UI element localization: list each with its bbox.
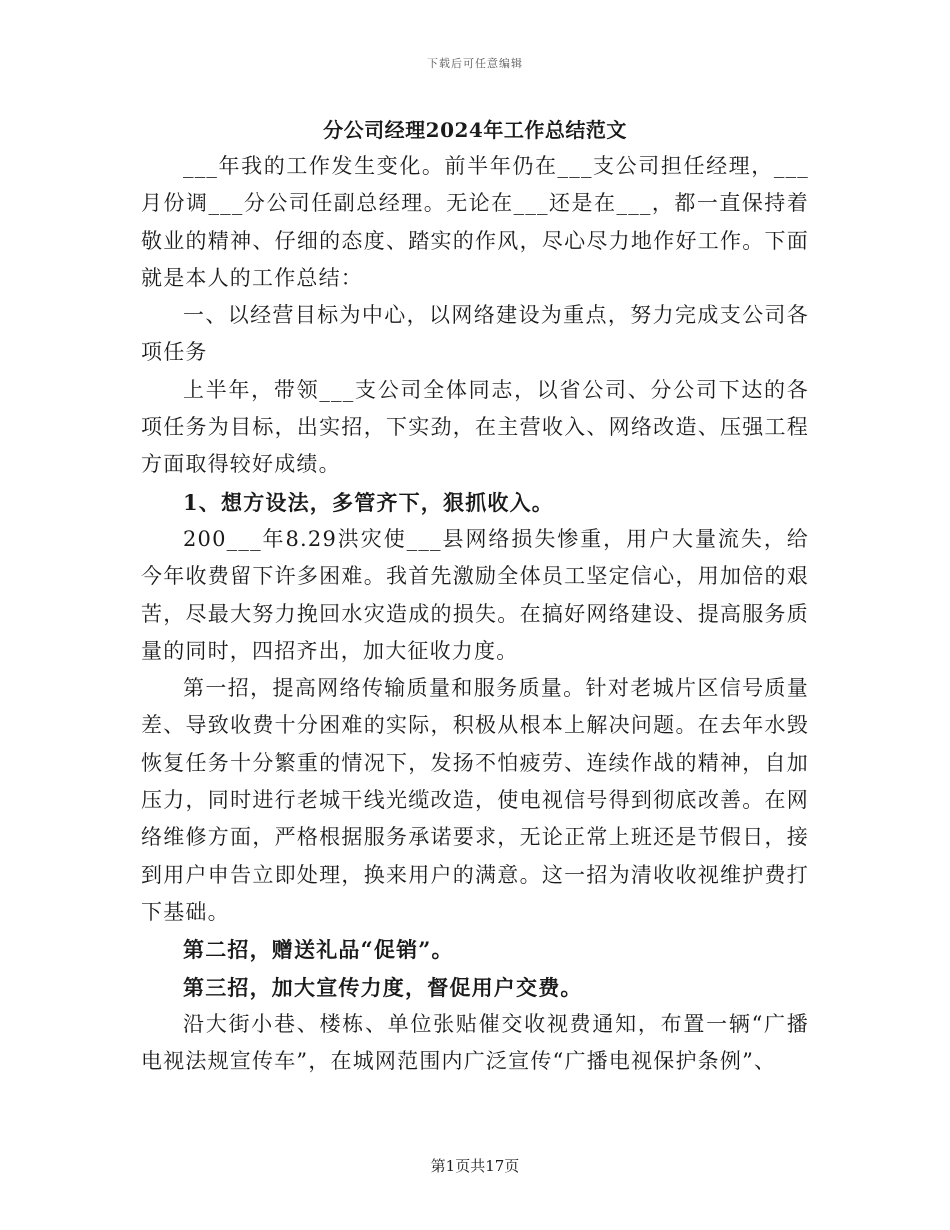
header-note: 下载后可任意编辑 <box>427 57 523 70</box>
paragraph-publicity: 沿大街小巷、楼栋、单位张贴催交收视费通知，布置一辆“广播电视法规宣传车”，在城网范围内广泛宣传“广播电视保护条例”、 <box>141 1011 809 1074</box>
document-body <box>141 112 809 1080</box>
subheading-revenue: 1、想方设法，多管齐下，狠抓收入。 <box>183 489 555 515</box>
subheading-third-move: 第三招，加大宣传力度，督促用户交费。 <box>183 974 583 1000</box>
section-heading-1: 一、以经营目标为中心，以网络建设为重点，努力完成支公司各项任务 <box>141 303 809 365</box>
page-footer: 第1页共17页 <box>430 1157 520 1175</box>
paragraph-intro: ___年我的工作发生变化。前半年仍在___支公司担任经理，___月份调___分公司任副总经理。无论在___还是在___，都一直保持着敬业的精神、仔细的态度、踏实的作风，尽心尽力地作好工作。下面就是本人的工作总结： <box>141 154 809 290</box>
document-title: 分公司经理2024年工作总结范文 <box>323 118 627 142</box>
subheading-second-move: 第二招，赠送礼品“促销”。 <box>183 937 454 963</box>
paragraph-first-half: 上半年，带领___支公司全体同志，以省公司、分公司下达的各项任务为目标，出实招，下实劲，在主营收入、网络改造、压强工程方面取得较好成绩。 <box>141 377 809 477</box>
paragraph-first-move: 第一招，提高网络传输质量和服务质量。针对老城片区信号质量差、导致收费十分困难的实际，积极从根本上解决问题。在去年水毁恢复任务十分繁重的情况下，发扬不怕疲劳、连续作战的精神，自加压力，同时进行老城干线光缆改造，使电视信号得到彻底改善。在网络维修方面，严格根据服务承诺要求，无论正常上班还是节假日，接到用户申告立即处理，换来用户的满意。这一招为清收收视维护费打下基础。 <box>141 676 809 924</box>
paragraph-flood: 200___年8.29洪灾使___县网络损失惨重，用户大量流失，给今年收费留下许多困难。我首先激励全体员工坚定信心，用加倍的艰苦，尽最大努力挽回水灾造成的损失。在搞好网络建设、提高服务质量的同时，四招齐出，加大征收力度。 <box>141 526 809 663</box>
